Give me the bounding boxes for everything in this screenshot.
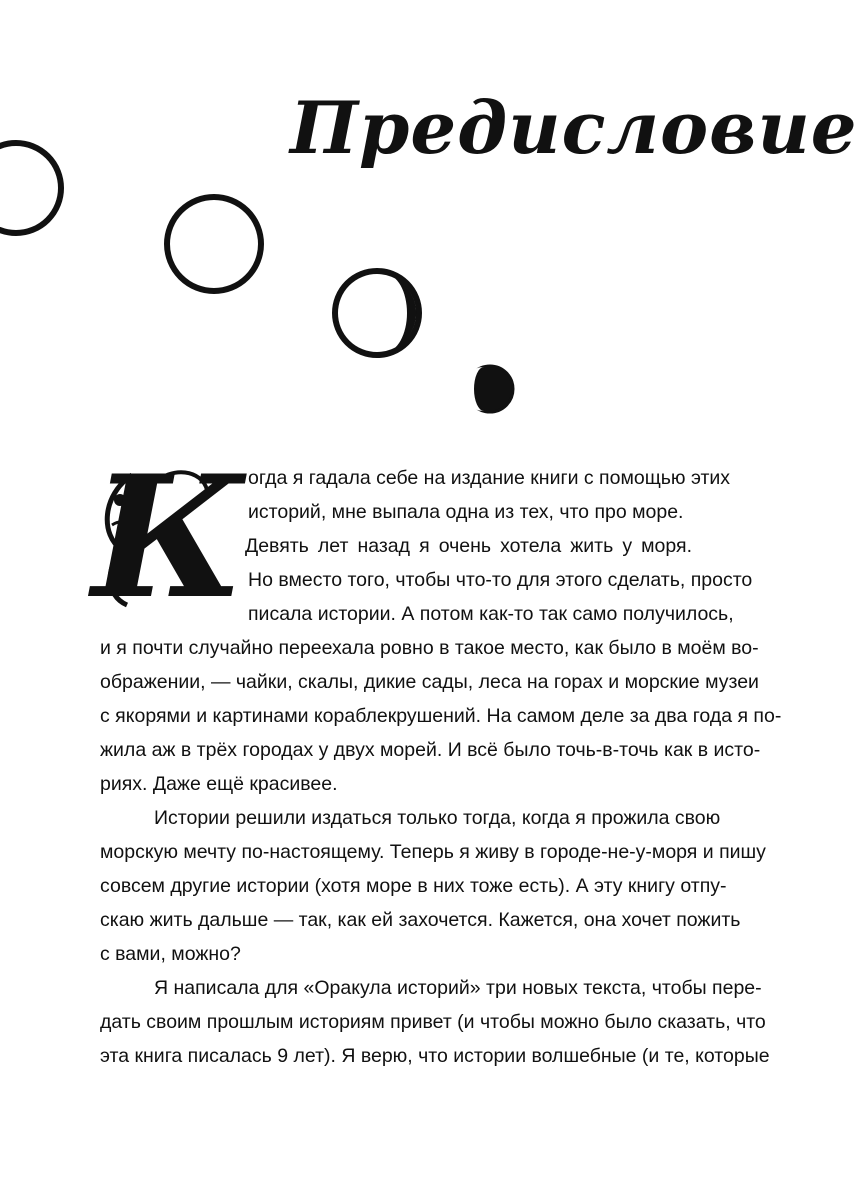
text-line: эта книга писалась 9 лет). Я верю, что истории волшебные (и те, которые bbox=[100, 1045, 770, 1067]
text-line: ображении, — чайки, скалы, дикие сады, леса на горах и морские музеи bbox=[100, 671, 759, 693]
text-line: с вами, можно? bbox=[100, 943, 241, 965]
text-line: совсем другие истории (хотя море в них тоже есть). А эту книгу отпу- bbox=[100, 875, 727, 897]
text-line: скаю жить дальше — так, как ей захочется. Кажется, она хочет пожить bbox=[100, 909, 741, 931]
foreword-text bbox=[100, 461, 782, 1073]
text-line: Я написала для «Оракула историй» три новых текста, чтобы пере- bbox=[154, 977, 762, 999]
text-line: и я почти случайно переехала ровно в такое место, как было в моём во- bbox=[100, 637, 759, 659]
partial-moon-icon bbox=[0, 143, 61, 233]
crescent-moon-small-icon bbox=[462, 366, 513, 412]
text-line: с якорями и картинами кораблекрушений. На самом деле за два года я по- bbox=[100, 705, 782, 727]
text-line: огда я гадала себе на издание книги с помощью этих bbox=[248, 467, 731, 489]
text-line: Истории решили издаться только тогда, когда я прожила свою bbox=[154, 807, 721, 829]
half-moon-icon bbox=[335, 271, 419, 355]
text-line: Девять лет назад я очень хотела жить у моря. bbox=[245, 535, 692, 557]
text-line: дать своим прошлым историям привет (и чтобы можно было сказать, что bbox=[100, 1011, 766, 1033]
text-line: Но вместо того, чтобы что-то для этого сделать, просто bbox=[248, 569, 753, 591]
drop-cap-letter: К bbox=[92, 438, 245, 636]
text-line: писала истории. А потом как-то так само получилось, bbox=[248, 603, 734, 625]
waning-moon-large-icon bbox=[167, 197, 261, 291]
moon-phases-illustration bbox=[0, 0, 858, 440]
text-line: историй, мне выпала одна из тех, что про море. bbox=[248, 501, 684, 523]
text-line: риях. Даже ещё красивее. bbox=[100, 773, 338, 795]
text-line: морскую мечту по-настоящему. Теперь я живу в городе-не-у-моря и пишу bbox=[100, 841, 766, 863]
page-title: Предисловие bbox=[290, 85, 858, 170]
text-line: жила аж в трёх городах у двух морей. И всё было точь-в-точь как в исто- bbox=[100, 739, 761, 761]
